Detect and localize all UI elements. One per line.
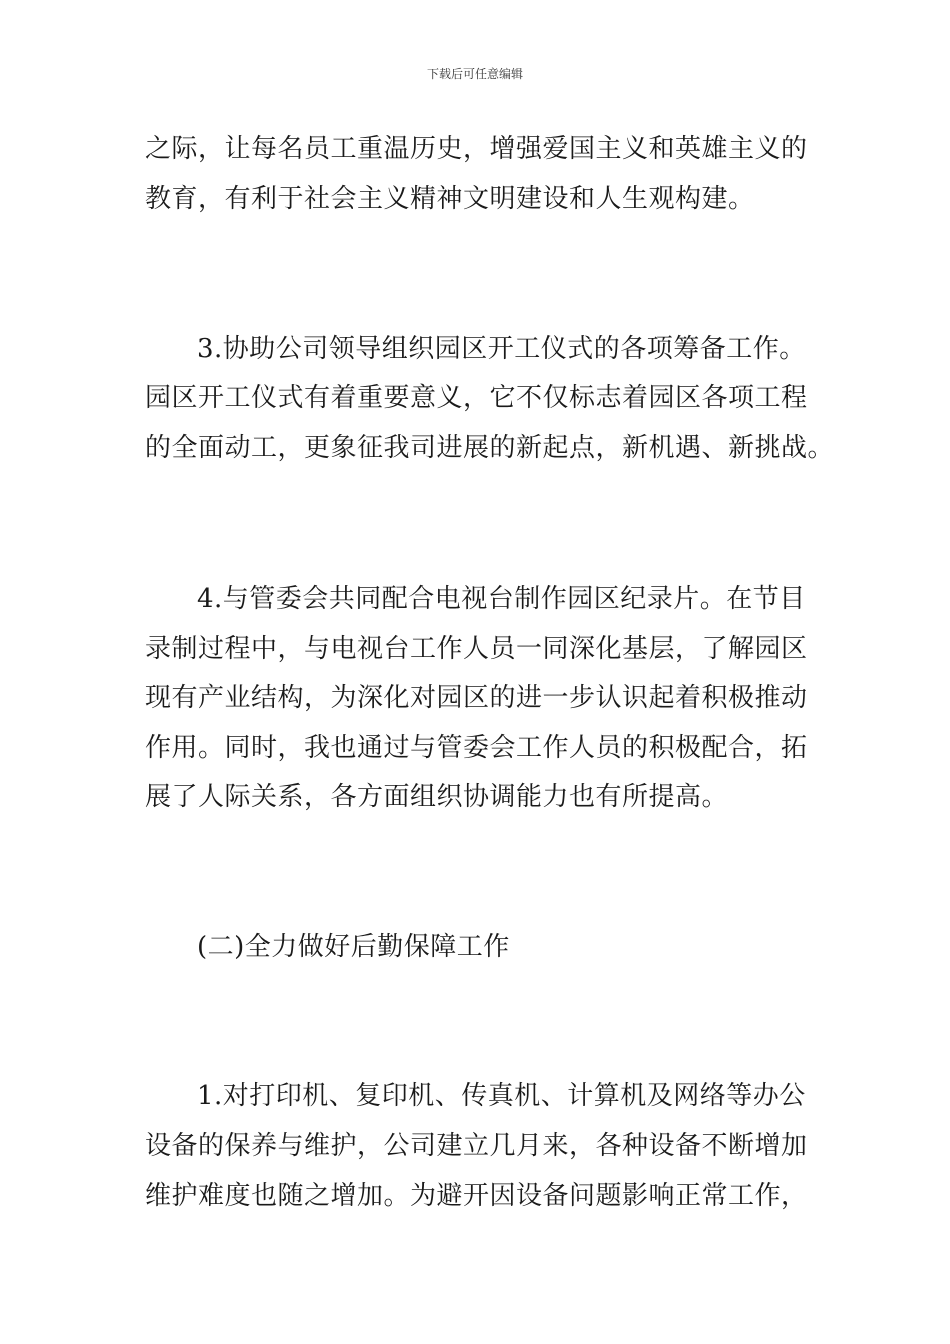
- body-line: 维护难度也随之增加。为避开因设备问题影响正常工作，: [145, 1181, 808, 1211]
- body-line: 现有产业结构，为深化对园区的进一步认识起着积极推动: [145, 683, 808, 713]
- body-line: 之际，让每名员工重温历史，增强爱国主义和英雄主义的: [145, 134, 808, 164]
- body-line: 展了人际关系，各方面组织协调能力也有所提高。: [145, 782, 729, 812]
- body-line: 园区开工仪式有着重要意义，它不仅标志着园区各项工程: [145, 383, 808, 413]
- body-line: 作用。同时，我也通过与管委会工作人员的积极配合，拓: [145, 733, 808, 763]
- item-3-first-line: 3.协助公司领导组织园区开工仪式的各项筹备工作。: [197, 334, 806, 364]
- section-heading: (二)全力做好后勤保障工作: [197, 932, 510, 962]
- body-line: 设备的保养与维护，公司建立几月来，各种设备不断增加: [145, 1131, 808, 1161]
- body-line: 教育，有利于社会主义精神文明建设和人生观构建。: [145, 184, 755, 214]
- item-4-first-line: 4.与管委会共同配合电视台制作园区纪录片。在节目: [197, 584, 806, 614]
- body-line: 的全面动工，更象征我司进展的新起点，新机遇、新挑战。: [145, 433, 835, 463]
- body-line: 录制过程中，与电视台工作人员一同深化基层，了解园区: [145, 634, 808, 664]
- page-header-note: 下载后可任意编辑: [426, 67, 523, 81]
- item-1-first-line: 1.对打印机、复印机、传真机、计算机及网络等办公: [197, 1081, 806, 1111]
